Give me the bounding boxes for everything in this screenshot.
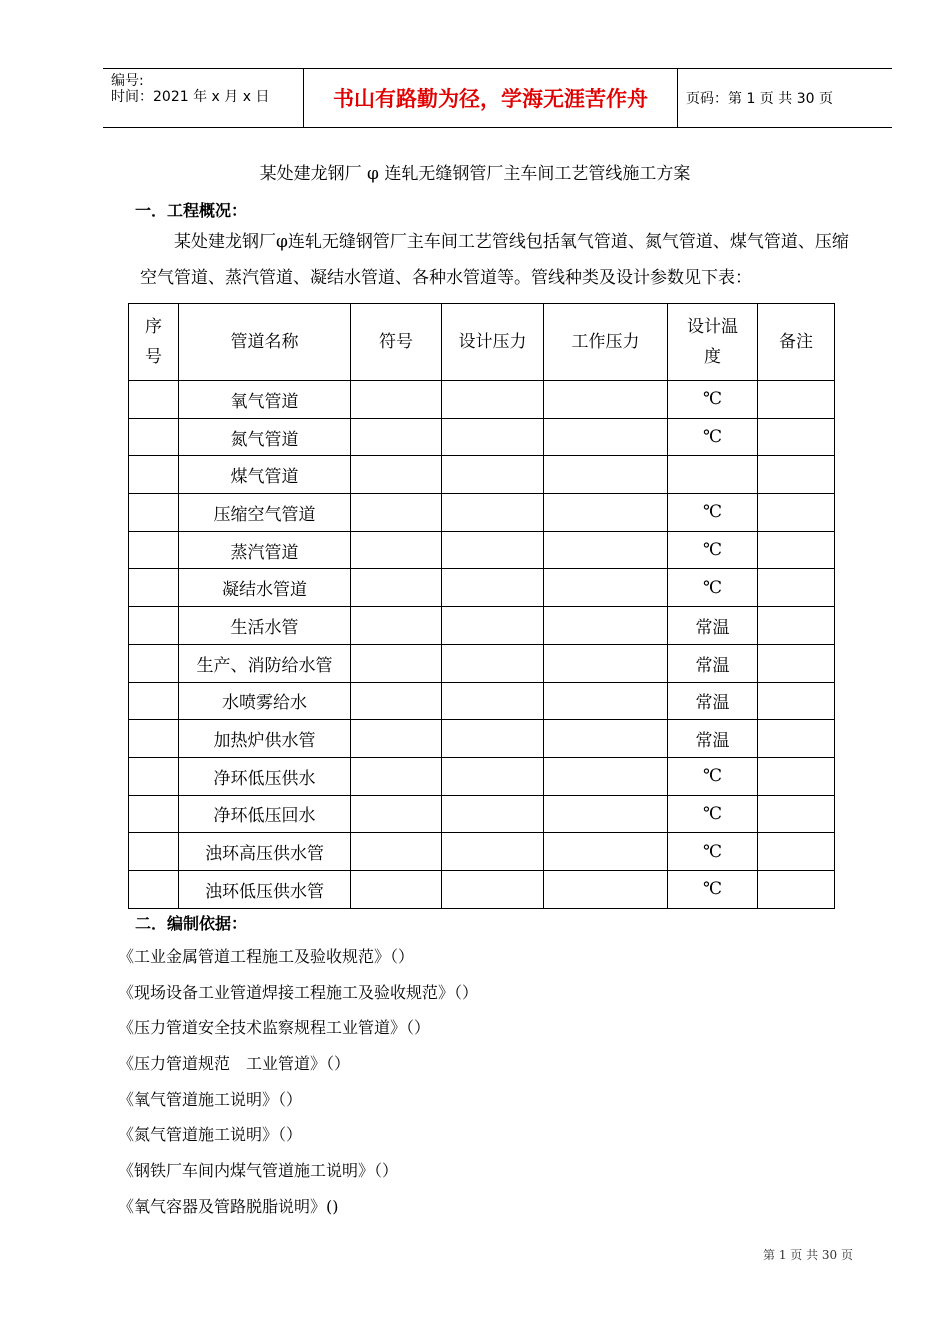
table-cell: 常温 [668,720,758,758]
table-cell [758,682,835,720]
table-cell [351,870,442,908]
table-cell [758,569,835,607]
table-cell [442,607,544,645]
table-cell [544,795,668,833]
table-header-cell: 工作压力 [544,304,668,381]
table-cell [442,682,544,720]
reference-item: 《氧气容器及管路脱脂说明》() [118,1196,339,1216]
table-cell [758,531,835,569]
reference-item: 《工业金属管道工程施工及验收规范》（） [118,947,415,966]
table-cell [544,644,668,682]
table-cell [129,569,179,607]
table-row [129,682,835,720]
table-cell: ℃ [668,531,758,569]
table-cell [758,494,835,532]
table-cell: 氮气管道 [179,418,351,456]
header-page-info: 页码：第 1 页 共 30 页 [686,91,833,107]
table-row [129,381,835,419]
table-cell [442,456,544,494]
table-header-cell: 符号 [351,304,442,381]
table-cell: 蒸汽管道 [179,531,351,569]
reference-item: 《钢铁厂车间内煤气管道施工说明》（） [118,1161,399,1181]
table-cell: 浊环低压供水管 [179,870,351,908]
table-cell [351,644,442,682]
table-cell [129,757,179,795]
table-cell [758,870,835,908]
table-cell: 压缩空气管道 [179,494,351,532]
table-header-row [129,304,835,381]
section-heading-basis: 二．编制依据： [135,914,248,933]
overview-paragraph: 某处建龙钢厂φ连轧无缝钢管厂主车间工艺管线包括氧气管道、氮气管道、煤气管道、压缩空气管道、蒸汽管道、凝结水管道、各种水管道等。管线种类及设计参数见下表： [140,232,849,288]
table-row [129,833,835,871]
table-cell [544,720,668,758]
table-cell [758,757,835,795]
table-cell: ℃ [668,569,758,607]
table-header-cell: 设计压力 [442,304,544,381]
table-cell [351,720,442,758]
table-row [129,870,835,908]
table-cell [544,381,668,419]
reference-item: 《氮气管道施工说明》（） [118,1125,303,1145]
table-row [129,456,835,494]
table-cell: 生活水管 [179,607,351,645]
table-cell [351,757,442,795]
table-cell [442,531,544,569]
table-cell [758,381,835,419]
table-cell: 加热炉供水管 [179,720,351,758]
table-cell [544,494,668,532]
table-cell [442,381,544,419]
table-cell [758,795,835,833]
table-cell [129,456,179,494]
table-cell: 常温 [668,682,758,720]
table-cell [544,607,668,645]
table-cell [544,418,668,456]
table-cell: 净环低压供水 [179,757,351,795]
table-cell [758,644,835,682]
table-cell [442,795,544,833]
table-row [129,531,835,569]
table-header-cell: 设计温度 [668,304,758,381]
table-cell [351,833,442,871]
table-cell: 凝结水管道 [179,569,351,607]
table-cell: 煤气管道 [179,456,351,494]
table-cell [758,607,835,645]
table-cell [351,607,442,645]
table-cell: 氧气管道 [179,381,351,419]
table-cell [351,569,442,607]
table-cell [129,720,179,758]
document-title: 某处建龙钢厂 φ 连轧无缝钢管厂主车间工艺管线施工方案 [259,164,691,184]
table-cell [129,682,179,720]
table-cell: ℃ [668,381,758,419]
table-cell [544,531,668,569]
table-cell [544,757,668,795]
footer-page-info: 第 1 页 共 30 页 [763,1248,853,1262]
reference-item: 《现场设备工业管道焊接工程施工及验收规范》（） [118,982,479,1002]
table-cell [129,418,179,456]
table-row [129,569,835,607]
page-header [103,68,892,128]
table-cell: 常温 [668,644,758,682]
reference-item: 《压力管道安全技术监察规程工业管道》（） [118,1018,431,1038]
table-cell [544,682,668,720]
table-cell [544,569,668,607]
table-cell [758,720,835,758]
table-cell: 水喷雾给水 [179,682,351,720]
table-cell [351,381,442,419]
table-cell: 生产、消防给水管 [179,644,351,682]
table-cell: ℃ [668,494,758,532]
table-row [129,757,835,795]
table-cell [129,833,179,871]
table-cell [442,720,544,758]
table-cell [544,456,668,494]
table-cell [442,833,544,871]
table-cell [442,757,544,795]
table-header-cell: 序号 [129,304,179,381]
table-cell [442,569,544,607]
table-cell [351,456,442,494]
table-cell [351,795,442,833]
header-motto: 书山有路勤为径，学海无涯苦作舟 [304,69,678,127]
table-cell [129,381,179,419]
table-cell [129,870,179,908]
table-row [129,418,835,456]
table-cell [544,870,668,908]
doc-time-label: 时间：2021 年 x 月 x 日 [111,89,270,105]
table-cell: 浊环高压供水管 [179,833,351,871]
doc-number-label: 编号: [111,73,144,89]
table-cell: ℃ [668,795,758,833]
table-cell [442,644,544,682]
table-cell [129,795,179,833]
table-cell [351,531,442,569]
table-cell [129,607,179,645]
table-cell [442,870,544,908]
table-row [129,607,835,645]
table-cell [668,456,758,494]
pipeline-parameter-table [128,303,835,909]
table-cell [351,494,442,532]
reference-item: 《氧气管道施工说明》（） [118,1089,303,1109]
table-header-cell: 备注 [758,304,835,381]
header-meta [103,69,304,127]
section-heading-overview: 一．工程概况： [135,201,248,220]
table-cell: ℃ [668,833,758,871]
table-cell [129,494,179,532]
table-cell [351,682,442,720]
table-header-cell: 管道名称 [179,304,351,381]
table-row [129,795,835,833]
table-cell: ℃ [668,757,758,795]
table-cell: ℃ [668,418,758,456]
table-row [129,644,835,682]
reference-list [118,939,478,1225]
table-cell [351,418,442,456]
table-cell [758,456,835,494]
table-cell [442,418,544,456]
table-cell [544,833,668,871]
table-row [129,494,835,532]
table-cell: ℃ [668,870,758,908]
table-cell [442,494,544,532]
table-cell: 净环低压回水 [179,795,351,833]
table-cell [758,833,835,871]
reference-item: 《压力管道规范 工业管道》（） [118,1054,351,1074]
table-cell: 常温 [668,607,758,645]
table-cell [758,418,835,456]
table-cell [129,531,179,569]
table-cell [129,644,179,682]
table-row [129,720,835,758]
